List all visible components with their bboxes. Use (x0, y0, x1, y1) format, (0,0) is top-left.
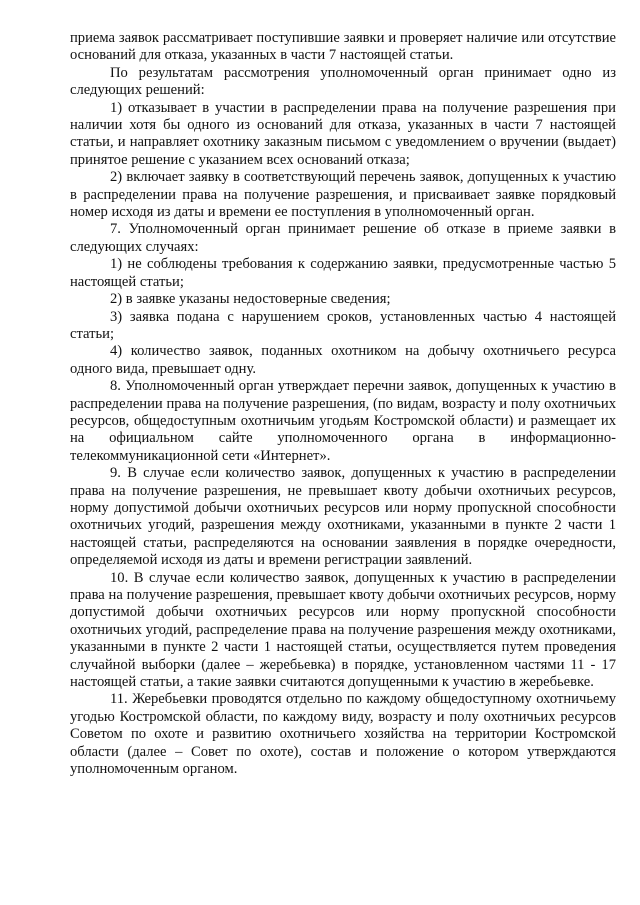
paragraph-section-9: 9. В случае если количество заявок, допущенных к участию в распределении права на получение разрешения, не превышает квоту добычи охотничьих ресурсов, норму допустимой добычи охотничьих ресурсов или норму пропускной способности охотничьих угодий, разрешения между охотниками, указанными в пункте 2 части 1 настоящей статьи, распределяются на основании заявления в порядке очередности, определяемой исходя из даты и времени регистрации заявлений. (70, 465, 616, 569)
paragraph-section-7-item-1: 1) не соблюдены требования к содержанию заявки, предусмотренные частью 5 настоящей статьи; (70, 256, 616, 290)
paragraph-section-10: 10. В случае если количество заявок, допущенных к участию в распределении права на получение разрешения, превышает квоту добычи охотничьих ресурсов, норму допустимой добычи охотничьих ресурсов или норму пропускной способности охотничьих угодий, распределение права на получение разрешения между охотниками, указанными в пункте 2 части 1 настоящей статьи, осуществляется путем проведения случайной выборки (далее – жеребьевка) в порядке, установленном частями 11 - 17 настоящей статьи, а такие заявки считаются допущенными к участию в жеребьевке. (70, 569, 616, 691)
paragraph-section-11: 11. Жеребьевки проводятся отдельно по каждому общедоступному охотничьему угодью Костромской области, по каждому виду, возрасту и полу охотничьих ресурсов Советом по охоте и развитию охотничьего хозяйства на территории Костромской области (далее – Совет по охоте), состав и положение о котором утверждаются уполномоченным органом. (70, 691, 616, 778)
paragraph-section-7-item-4: 4) количество заявок, поданных охотником на добычу охотничьего ресурса одного вида, превышает одну. (70, 343, 616, 377)
paragraph-decision-include: 2) включает заявку в соответствующий перечень заявок, допущенных к участию в распределении права на получение разрешения, и присваивает заявке порядковый номер исходя из даты и времени ее поступления в уполномоченный орган. (70, 169, 616, 221)
paragraph-section-7-item-2: 2) в заявке указаны недостоверные сведения; (110, 291, 391, 308)
document-page (70, 30, 616, 778)
paragraph-section-7-item-3: 3) заявка подана с нарушением сроков, установленных частью 4 настоящей статьи; (70, 308, 616, 342)
paragraph-section-8: 8. Уполномоченный орган утверждает перечни заявок, допущенных к участию в распределении права на получение разрешения, (по видам, возрасту и полу охотничьих ресурсов, общедоступным охотничьим угодьям Костромской области) и размещает их на официальном сайте уполномоченного органа в информационно-телекоммуникационной сети «Интернет». (70, 378, 616, 464)
paragraph-section-7: 7. Уполномоченный орган принимает решение об отказе в приеме заявки в следующих случаях: (70, 221, 616, 255)
paragraph-continuation: приема заявок рассматривает поступившие заявки и проверяет наличие или отсутствие оснований для отказа, указанных в части 7 настоящей статьи. (70, 30, 616, 64)
paragraph-review-decisions: По результатам рассмотрения уполномоченный орган принимает одно из следующих решений: (70, 64, 616, 99)
paragraph-decision-refuse: 1) отказывает в участии в распределении права на получение разрешения при наличии хотя бы одного из оснований для отказа, указанных в части 7 настоящей статьи, и направляет охотнику заказным письмом с уведомлением о вручении (выдает) принятое решение с указанием всех оснований отказа; (70, 99, 616, 168)
